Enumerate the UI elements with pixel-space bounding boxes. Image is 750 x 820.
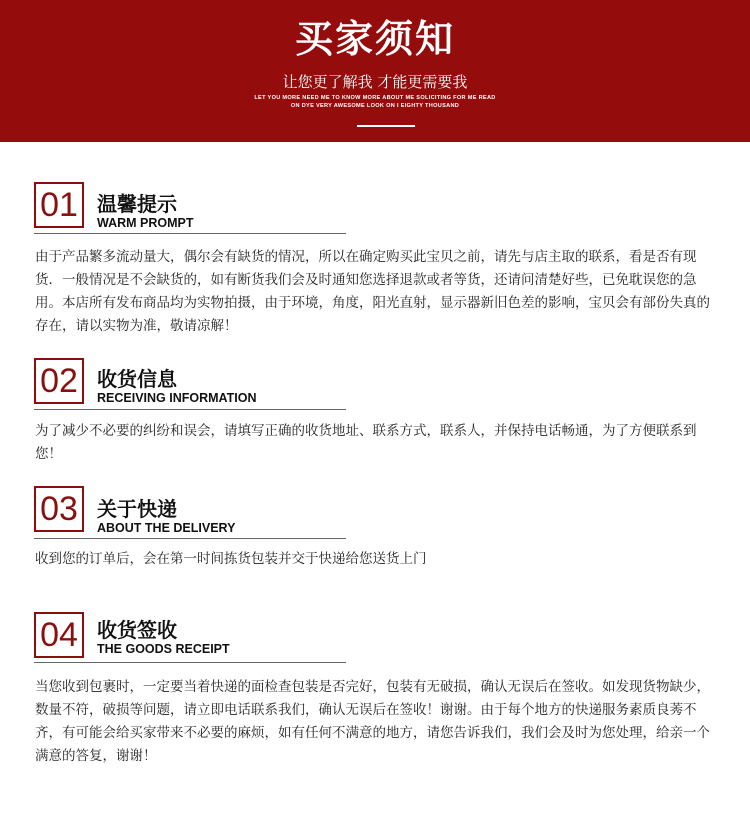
section-title-en: RECEIVING INFORMATION <box>97 391 257 405</box>
section-title: 收货签收 <box>97 618 177 642</box>
section-number: 03 <box>34 486 84 532</box>
section-body: 收到您的订单后，会在第一时间拣货包装并交于快递给您送货上门 <box>35 551 427 567</box>
english-tagline-line1: LET YOU MORE NEED ME TO KNOW MORE ABOUT ME SOLICITING FOR ME READ <box>254 95 496 101</box>
english-tagline-line2: ON DYE VERY AWESOME LOOK ON I EIGHTY THOUSAND <box>290 103 460 109</box>
english-tagline <box>0 94 750 110</box>
section-body: 为了减少不必要的纠纷和误会，请填写正确的收货地址、联系方式，联系人，并保持电话畅通，为了方便联系到您！ <box>35 423 697 462</box>
section-title: 关于快递 <box>97 497 177 521</box>
section-title-en: ABOUT THE DELIVERY <box>97 521 236 535</box>
page-subtitle: 让您更了解我 才能更需要我 <box>282 73 468 91</box>
section-divider <box>34 409 346 410</box>
banner-divider <box>357 125 415 127</box>
section-number: 01 <box>34 182 84 228</box>
section-divider <box>34 538 346 539</box>
section-title: 温馨提示 <box>97 192 177 216</box>
section-number: 02 <box>34 358 84 404</box>
section-body: 当您收到包裹时，一定要当着快递的面检查包装是否完好，包装有无破损，确认无误后在签收。如发现货物缺少，数量不符，破损等问题，请立即电话联系我们，确认无误后在签收！谢谢。由于每个地方的快递服务素质良莠不齐，有可能会给买家带来不必要的麻烦，如有任何不满意的地方，请您告诉我们，我们会及时为您处理，给亲一个满意的答复，谢谢！ <box>35 679 710 764</box>
header-banner <box>0 0 750 142</box>
section-title-en: THE GOODS RECEIPT <box>97 642 230 656</box>
section-title: 收货信息 <box>97 367 177 391</box>
section-divider <box>34 233 346 234</box>
page-title: 买家须知 <box>294 17 455 61</box>
section-title-en: WARM PROMPT <box>97 216 194 230</box>
section-divider <box>34 662 346 663</box>
section-body: 由于产品繁多流动量大，偶尔会有缺货的情况，所以在确定购买此宝贝之前，请先与店主取的联系，看是否有现货．一般情况是不会缺货的，如有断货我们会及时通知您选择退款或者等货，还请问清楚好些，已免耽误您的急用。本店所有发布商品均为实物拍摄，由于环境，角度，阳光直射，显示器新旧色差的影响，宝贝会有部份失真的存在，请以实物为准，敬请凉解！ <box>35 249 710 334</box>
section-number: 04 <box>34 612 84 658</box>
